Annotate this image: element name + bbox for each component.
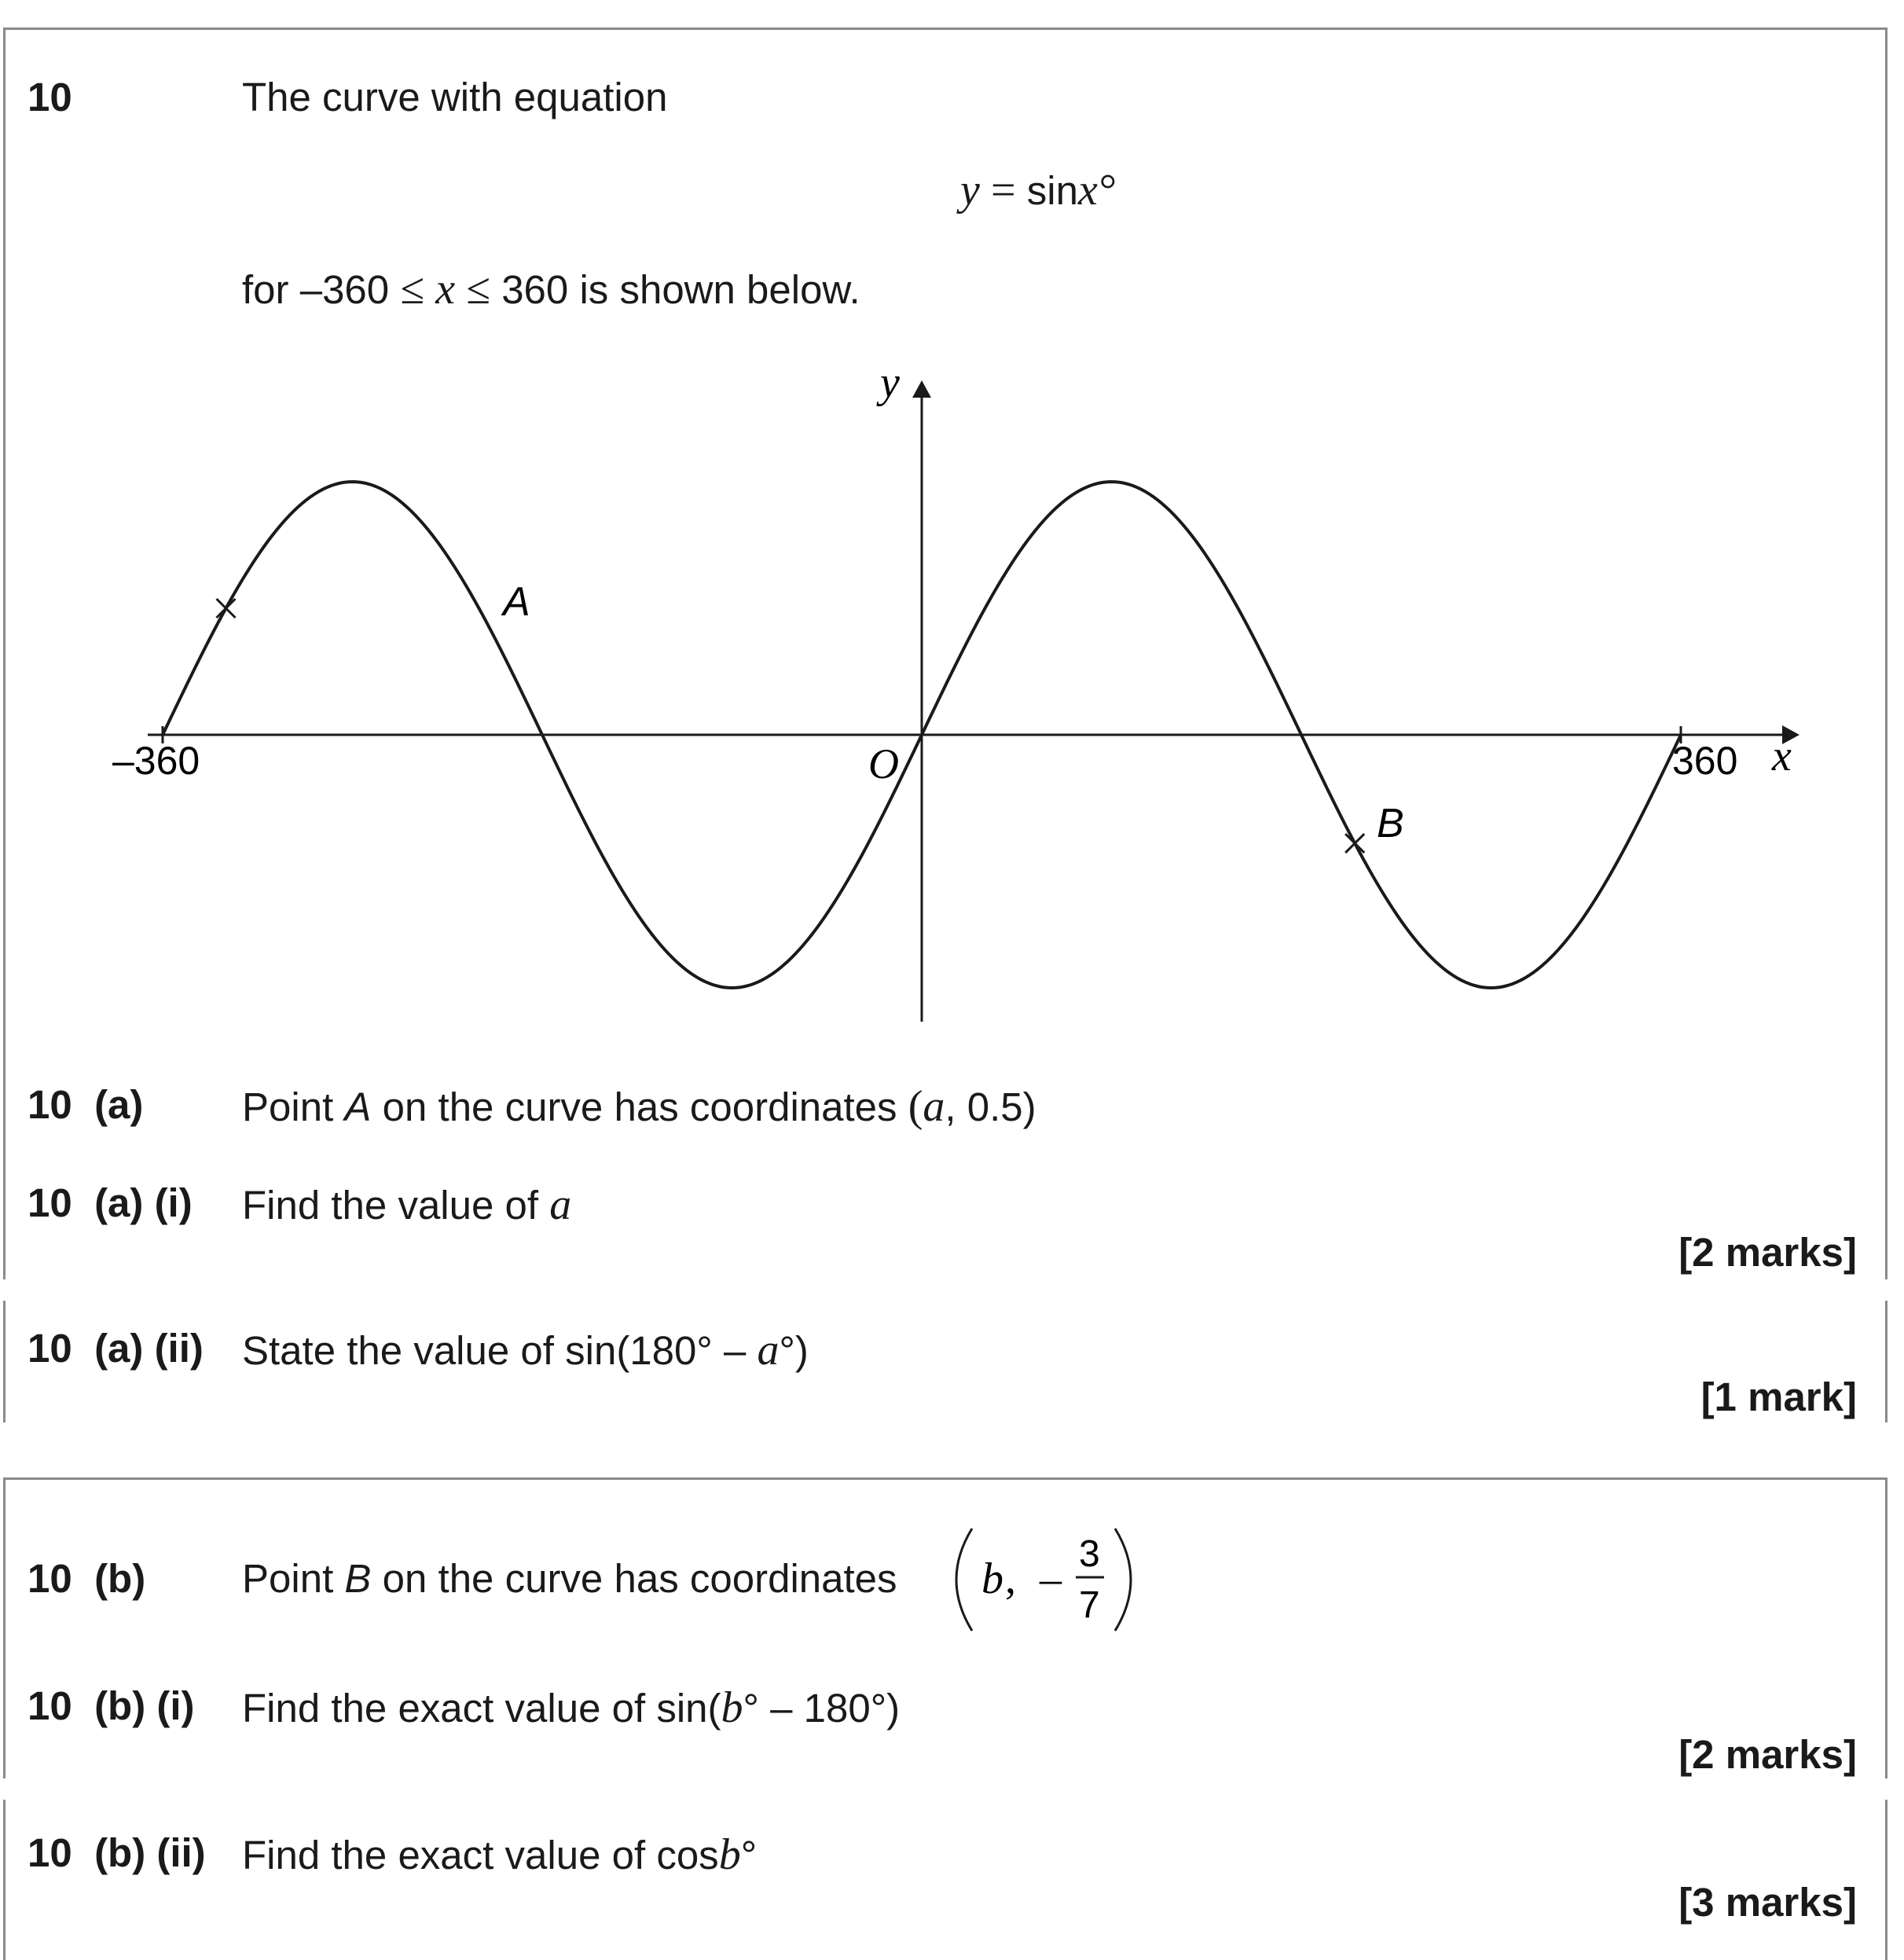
question-frame-b-ii <box>3 1800 1887 1960</box>
part-a-ii-marks: [1 mark] <box>1700 1375 1857 1419</box>
part-a-i-text <box>242 1180 572 1229</box>
equation-lhs: y <box>960 166 980 215</box>
equation-op: = <box>991 166 1016 215</box>
part-b-i-var: b <box>721 1683 743 1732</box>
part-a-label: 10 (a) <box>28 1082 144 1127</box>
part-b-text-pre: Point <box>242 1556 334 1601</box>
domain-low: –360 <box>299 267 390 312</box>
right-paren <box>1115 1529 1131 1631</box>
domain-le-1: ≤ <box>400 265 425 314</box>
part-a-i-var: a <box>549 1180 572 1229</box>
part-b-minus: – <box>1040 1554 1062 1603</box>
part-a-ii-arg-pre: (180° – <box>616 1328 747 1373</box>
part-a-ii-fn: sin <box>565 1328 617 1373</box>
part-b-text <box>242 1556 897 1601</box>
part-b-i-arg-pre: ( <box>707 1686 721 1731</box>
part-a-text-mid: on the curve has coordinates <box>382 1085 897 1129</box>
part-b-i-text <box>242 1683 901 1732</box>
point-b-marker <box>1345 834 1364 853</box>
question-frame-b <box>3 1477 1887 1778</box>
part-b-text-mid: on the curve has coordinates <box>382 1556 897 1601</box>
part-b-label: 10 (b) <box>28 1556 146 1601</box>
origin-label: O <box>868 740 899 787</box>
part-b-ii-prompt: Find the exact value of <box>242 1833 646 1877</box>
part-b-ii-degree: ° <box>740 1833 758 1877</box>
part-b-ii-marks: [3 marks] <box>1678 1880 1857 1925</box>
part-a-text-pre: Point <box>242 1085 334 1129</box>
part-a-ii-arg-post: °) <box>779 1328 809 1373</box>
part-a-ii-var: a <box>757 1326 780 1375</box>
part-b-i-arg-post: ° – 180°) <box>743 1686 901 1731</box>
sine-graph <box>0 362 1904 1037</box>
domain-statement <box>242 265 860 314</box>
curve-equation <box>960 166 1116 215</box>
part-a-coord-rest: , 0.5) <box>945 1085 1036 1129</box>
equation-fn: sin <box>1026 168 1078 213</box>
part-a-i-prompt: Find the value of <box>242 1183 539 1228</box>
part-a-ii-label: 10 (a) (ii) <box>28 1326 204 1371</box>
part-a-text <box>242 1082 1036 1131</box>
domain-post: is shown below. <box>579 267 860 312</box>
part-b-ii-label: 10 (b) (ii) <box>28 1830 206 1875</box>
part-b-ii-text <box>242 1830 758 1879</box>
part-a-coord-var: a <box>923 1082 945 1131</box>
point-b-label: B <box>1377 801 1404 846</box>
question-intro: The curve with equation <box>242 75 668 119</box>
point-a-label: A <box>503 579 530 625</box>
part-a-point: A <box>344 1085 372 1129</box>
part-b-i-marks: [2 marks] <box>1678 1732 1857 1777</box>
part-b-i-label: 10 (b) (i) <box>28 1683 195 1728</box>
left-paren <box>956 1529 972 1631</box>
question-number: 10 <box>28 75 72 119</box>
domain-var: x <box>435 265 456 314</box>
y-axis-arrow-head <box>912 380 931 398</box>
domain-le-2: ≤ <box>466 265 491 314</box>
part-b-point: B <box>344 1556 372 1601</box>
part-a-ii-prompt: State the value of <box>242 1328 554 1373</box>
part-b-coordinates <box>947 1521 1151 1639</box>
x-axis-label: x <box>1772 732 1792 780</box>
part-b-i-fn: sin <box>656 1686 708 1731</box>
y-axis-label: y <box>880 362 900 407</box>
x-max-label: 360 <box>1672 739 1738 783</box>
part-a-ii-text <box>242 1326 809 1375</box>
part-b-coord-var: b <box>981 1554 1003 1603</box>
part-b-i-prompt: Find the exact value of <box>242 1686 646 1731</box>
point-a-marker <box>217 599 236 618</box>
domain-high: 360 <box>501 267 569 312</box>
part-b-coord-sep: , <box>1005 1554 1016 1603</box>
x-min-label: –360 <box>112 739 200 783</box>
part-b-ii-fn: cos <box>656 1833 719 1877</box>
fraction-denominator: 7 <box>1079 1584 1100 1626</box>
part-a-i-label: 10 (a) (i) <box>28 1180 193 1225</box>
part-a-i-marks: [2 marks] <box>1678 1230 1857 1275</box>
part-a-coord-open: ( <box>908 1082 923 1131</box>
equation-arg: x° <box>1078 166 1116 215</box>
fraction-numerator: 3 <box>1079 1533 1100 1575</box>
part-b-ii-var: b <box>718 1830 741 1879</box>
domain-pre: for <box>242 267 289 312</box>
